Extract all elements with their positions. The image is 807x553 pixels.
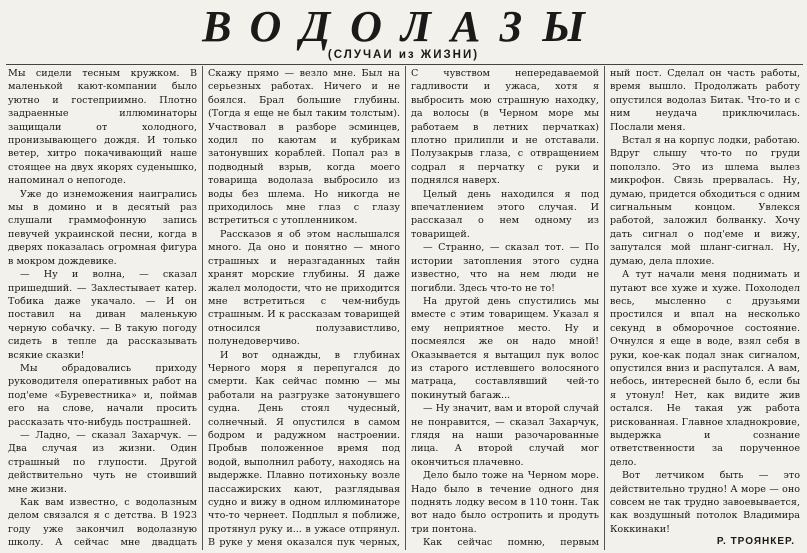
paragraph: — Ну и волна, — сказал пришедший. — Захлестывает катер. Тобика даже укачало. — И он поставил на диван маленькую черную собачку. — В такую погоду сидеть в тепле да рассказывать всякие сказки! [8,269,197,361]
author-signature: Р. ТРОЯНКЕР. [716,536,795,547]
paragraph: На другой день спустились мы вместе с этим товарищем. Указал я ему неприятное место. Ну и посмеялся же он надо мной! Оказывается я вытащил пук волос из старого истлевшего волосяного матраца, составлявший чей-то покинутый багаж... [411,295,599,401]
paragraph: Как сейчас помню, первым [423,537,599,549]
paragraph: Вот летчиком быть — это действительно трудно! А море — оно совсем не так трудно завоевывается, как воздушный потолок Владимира Коккинаки! [610,470,800,533]
article-title: ВОДОЛАЗЫ [202,2,605,51]
paragraph: С чувством непередаваемой гадливости и ужаса, хотя я выбросить мою страшную находку, да волосы (в Черном море мы работаем в летних перчатках) плотно прилипли и не отставали. Полузакрыв глаза, с отвращением содрал я перчатку с руки и поднялся наверх. [411,68,599,187]
paragraph: Мы сидели тесным кружком. В маленькой кают-компании было уютно и гостеприимно. Плотно задраенные иллюминаторы защищали от холодного, пронизывающего дождя. И только ветер, хитро покачивающий наше стоящее на двух якорях суденышко, напоминал о непогоде. [8,68,197,187]
paragraph: Рассказов я об этом наслышался много. Да оно и понятно — много страшных и неразгаданных тайн хранят морские глубины. Я даже жалел молодости, что не приходится мне встретиться с чем-нибудь страшным. И к рассказам товарищей относился полузавистливо, полунедоверчиво. [208,228,400,348]
paragraph: И вот однажды, в глубинах Черного моря я перепугался до смерти. Как сейчас помню — мы работали на разгрузке затонувшего судна. День стоял чудесный, солнечный. Я опустился в самом бодром и радужном настроении. Пробыв положенное время под водой, выполнил работу, находясь на выдержке. Плавно потихоньку возле пассажирских кают, разглядывая судно и вижу в одном иллюминаторе что-то чернеет. Подплыл я поближе, протянул руку и... в ужасе отпрянул. В руке у меня оказался пук черных, [208,349,400,549]
column-divider [202,66,203,550]
text-column-2 [208,67,400,551]
text-column-3 [411,67,599,551]
paragraph: Уже до изнеможения наигрались мы в домино и в десятый раз слушали граммофонную запись певучей украинской песни, когда в дверях показалась огромная фигура в мокром дождевике. [8,188,197,267]
paragraph: — Ладно, — сказал Захарчук. — Два случая из жизни. Один страшный по глупости. Другой действительно чуть не стоивший мне жизни. [8,429,197,495]
column-divider [405,66,406,550]
paragraph: Как вам известно, с водолазным делом связался я с детства. В 1923 году уже закончил водолазную школу. А сейчас мне двадцать [8,497,197,549]
paragraph: — Странно, — сказал тот. — По истории затопления этого судна известно, что на нем люди не погибли. Здесь что-то не то! [411,242,599,294]
paragraph: Целый день находился я под впечатлением этого случая. И рассказал о нем одному из товарищей. [411,188,599,240]
paragraph: А тут начали меня поднимать и путают все хуже и хуже. Похолодел весь, мысленно с друзьями простился и впал на несколько секунд в обморочное состояние. Очнулся я еще в воде, взял себя в руки, кое-как подал знак сигналом, опустился вниз и распутался. А вам, небось, интересней было б, если бы я утонул! Нет, как видите жив остался. Не такая уж работа рискованная. Главное хладнокровие, выдержка и сознание ответственности за порученное дело. [610,269,800,468]
paragraph: ный пост. Сделал он часть работы, время вышло. Продолжать работу опустился водолаз Битак. Что-то и с ним неудача приключилась. Послали меня. [610,68,800,133]
title-divider [6,64,803,65]
paragraph: Скажу прямо — везло мне. Был на серьезных работах. Ничего и не боялся. Брал большие глубины. (Тогда я еще не был таким толстым). Участвовал в разборе эсминцев, ходил по каютам и кубрикам затонувших кораблей. Попал раз в подводный взрыв, когда моего товарища водолаза выбросило из воды без шлема. Но никогда не приходилось мне глаз с глазу встретиться с утопленником. [208,68,400,227]
text-column-4 [610,67,800,533]
text-column-1 [8,67,197,551]
column-divider [604,66,605,550]
article-subtitle: (СЛУЧАИ из ЖИЗНИ) [327,49,480,61]
paragraph: — Ну значит, вам и второй случай не понравится, — сказал Захарчук, глядя на наши разочарованные лица. А второй случай мог окончиться плачевно. [411,403,599,468]
paragraph: Встал я на корпус лодки, работаю. Вдруг слышу что-то по груди поползло. Это из шлема вылез микрофон. Связь прервалась. Ну, думаю, придется обходиться с одним сигнальным концом. Увлекся работой, заложил болванку. Хочу дать сигнал о под'еме и вижу, запутался мой шланг-сигнал. Ну, думаю, дела плохие. [610,135,800,267]
paragraph: Мы обрадовались приходу руководителя оперативных работ на под'еме «Буревестника» и, поймав его на слове, начали просить рассказать что-нибудь пострашней. [8,362,197,428]
paragraph: Дело было тоже на Черном море. Надо было в течение одного дня поднять лодку весом в 110 тонн. Так вот надо было остропить и продуть три понтона. [411,470,599,535]
